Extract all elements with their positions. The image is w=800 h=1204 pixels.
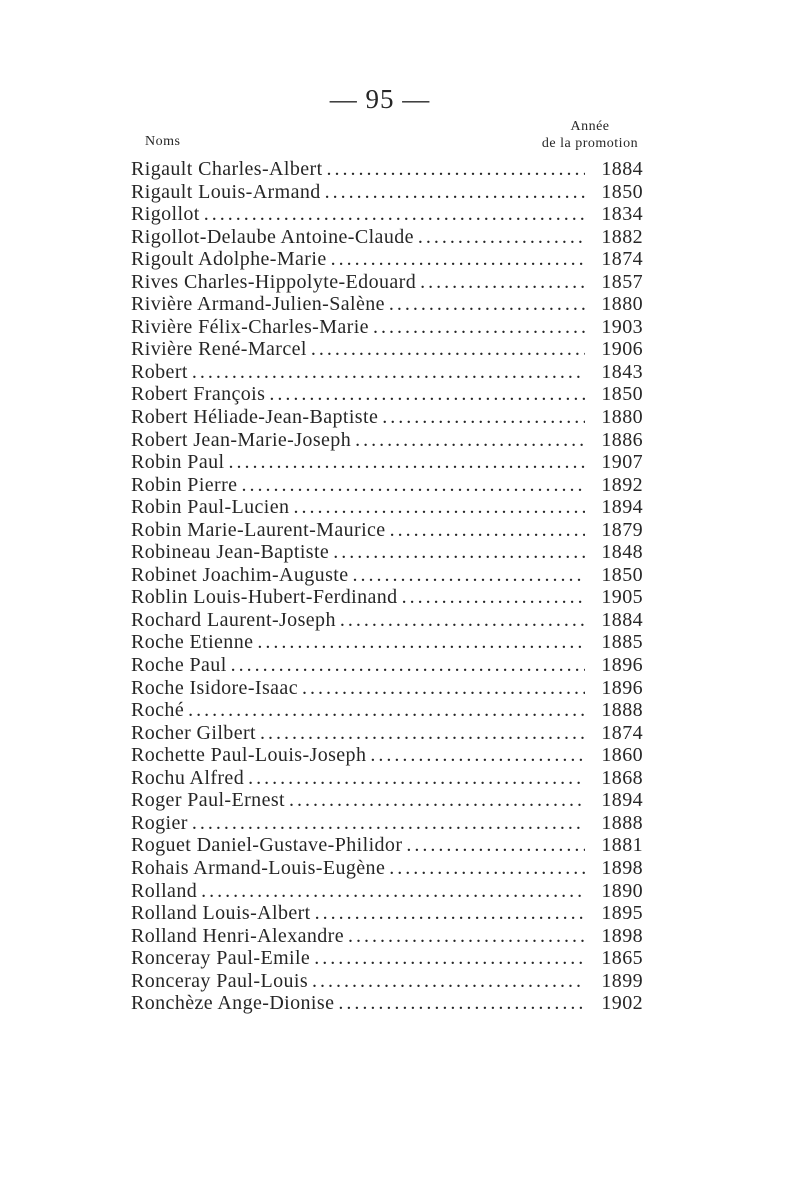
list-item: [131, 970, 643, 993]
list-item: [131, 361, 643, 384]
entry-year: 1884: [601, 608, 643, 631]
column-header-year-line1: Année: [570, 119, 610, 134]
dot-leader: [418, 226, 585, 249]
entry-year: 1843: [601, 360, 643, 383]
entry-year: 1888: [601, 699, 643, 722]
dot-leader: [373, 316, 585, 339]
entry-year: 1880: [601, 406, 643, 429]
entry-name: Robert Jean-Marie-Joseph: [131, 428, 352, 451]
entry-name: Robert: [131, 360, 188, 383]
dot-leader: [355, 429, 585, 452]
dot-leader: [231, 654, 585, 677]
dot-leader: [333, 541, 585, 564]
entry-name: Robin Paul-Lucien: [131, 496, 290, 519]
list-item: [131, 992, 643, 1015]
dot-leader: [389, 857, 585, 880]
dot-leader: [390, 519, 585, 542]
dot-leader: [338, 992, 585, 1015]
list-item: [131, 248, 643, 271]
entry-name: Rolland Louis-Albert: [131, 902, 311, 925]
dot-leader: [204, 203, 585, 226]
entry-year: 1896: [601, 676, 643, 699]
entry-name: Roger Paul-Ernest: [131, 789, 285, 812]
entry-year: 1907: [601, 451, 643, 474]
entry-name: Robert François: [131, 383, 266, 406]
entry-year: 1885: [601, 631, 643, 654]
entry-name: Robineau Jean-Baptiste: [131, 541, 330, 564]
page-number: — 95 —: [329, 84, 431, 114]
dot-leader: [327, 158, 585, 181]
entry-name: Rochard Laurent-Joseph: [131, 608, 336, 631]
entry-year: 1894: [601, 496, 643, 519]
dot-leader: [348, 925, 585, 948]
list-item: [131, 925, 643, 948]
entry-name: Rolland Henri-Alexandre: [131, 924, 345, 947]
entry-year: 1895: [601, 902, 643, 925]
entry-name: Roguet Daniel-Gustave-Philidor: [131, 834, 403, 857]
dot-leader: [201, 880, 585, 903]
list-item: [131, 406, 643, 429]
list-item: [131, 812, 643, 835]
list-item: [131, 158, 643, 181]
entry-name: Rigault Louis-Armand: [131, 180, 321, 203]
column-header-names: Noms: [145, 134, 181, 149]
entry-year: 1898: [601, 924, 643, 947]
list-item: [131, 226, 643, 249]
entry-name: Ronchèze Ange-Dionise: [131, 992, 335, 1015]
entry-year: 1905: [601, 586, 643, 609]
dot-leader: [312, 970, 585, 993]
list-item: [131, 654, 643, 677]
list-item: [131, 541, 643, 564]
entry-year: 1902: [601, 992, 643, 1015]
dot-leader: [269, 383, 585, 406]
list-item: [131, 857, 643, 880]
dot-leader: [370, 744, 585, 767]
dot-leader: [192, 361, 585, 384]
entry-year: 1874: [601, 721, 643, 744]
entry-name: Rigollot-Delaube Antoine-Claude: [131, 225, 414, 248]
entry-year: 1894: [601, 789, 643, 812]
entry-name: Robin Pierre: [131, 473, 238, 496]
entry-year: 1857: [601, 270, 643, 293]
entry-name: Ronceray Paul-Emile: [131, 947, 311, 970]
entry-name: Rigoult Adolphe-Marie: [131, 248, 327, 271]
list-item: [131, 564, 643, 587]
list-item: [131, 631, 643, 654]
entry-year: 1850: [601, 563, 643, 586]
entry-year: 1899: [601, 969, 643, 992]
entry-name: Robin Paul: [131, 451, 225, 474]
entry-year: 1850: [601, 383, 643, 406]
entry-year: 1892: [601, 473, 643, 496]
list-item: [131, 181, 643, 204]
entry-name: Robin Marie-Laurent-Maurice: [131, 518, 386, 541]
entry-year: 1834: [601, 203, 643, 226]
dot-leader: [315, 902, 585, 925]
list-item: [131, 316, 643, 339]
entry-year: 1906: [601, 338, 643, 361]
list-item: [131, 767, 643, 790]
dot-leader: [314, 947, 585, 970]
dot-leader: [241, 474, 585, 497]
entry-name: Roblin Louis-Hubert-Ferdinand: [131, 586, 398, 609]
entry-year: 1896: [601, 654, 643, 677]
entry-name: Rivière René-Marcel: [131, 338, 307, 361]
entry-year: 1879: [601, 518, 643, 541]
entry-year: 1882: [601, 225, 643, 248]
dot-leader: [420, 271, 585, 294]
entry-year: 1880: [601, 293, 643, 316]
entry-name: Roche Paul: [131, 654, 227, 677]
list-item: [131, 203, 643, 226]
list-item: [131, 609, 643, 632]
entry-year: 1848: [601, 541, 643, 564]
dot-leader: [406, 834, 585, 857]
list-item: [131, 451, 643, 474]
list-item: [131, 880, 643, 903]
dot-leader: [257, 631, 585, 654]
entry-name: Ronceray Paul-Louis: [131, 969, 309, 992]
dot-leader: [325, 181, 585, 204]
entry-name: Rogier: [131, 811, 188, 834]
entry-name: Rohais Armand-Louis-Eugène: [131, 856, 386, 879]
entry-name: Roché: [131, 699, 185, 722]
entry-name: Roche Isidore-Isaac: [131, 676, 298, 699]
entry-year: 1886: [601, 428, 643, 451]
entry-year: 1850: [601, 180, 643, 203]
entry-year: 1890: [601, 879, 643, 902]
dot-leader: [188, 699, 585, 722]
column-header-year-line2: de la promotion: [541, 136, 639, 151]
entry-name: Rives Charles-Hippolyte-Edouard: [131, 270, 417, 293]
entry-name: Rolland: [131, 879, 198, 902]
list-item: [131, 383, 643, 406]
entry-year: 1874: [601, 248, 643, 271]
entry-year: 1884: [601, 158, 643, 180]
dot-leader: [260, 722, 585, 745]
entry-name: Rigollot: [131, 203, 200, 226]
dot-leader: [302, 677, 585, 700]
dot-leader: [192, 812, 585, 835]
list-item: [131, 902, 643, 925]
dot-leader: [289, 789, 585, 812]
entry-year: 1898: [601, 856, 643, 879]
list-item: [131, 519, 643, 542]
entry-name: Rochu Alfred: [131, 766, 245, 789]
list-item: [131, 338, 643, 361]
dot-leader: [382, 406, 585, 429]
dot-leader: [248, 767, 585, 790]
entry-name: Rivière Félix-Charles-Marie: [131, 315, 369, 338]
list-item: [131, 834, 643, 857]
list-item: [131, 496, 643, 519]
entry-year: 1860: [601, 744, 643, 767]
list-item: [131, 271, 643, 294]
column-header-year: [520, 118, 660, 152]
dot-leader: [311, 338, 585, 361]
list-item: [131, 789, 643, 812]
entry-name: Robinet Joachim-Auguste: [131, 563, 349, 586]
entry-name: Roche Etienne: [131, 631, 254, 654]
promotion-list: [131, 158, 643, 1015]
list-item: [131, 722, 643, 745]
list-item: [131, 947, 643, 970]
entry-year: 1865: [601, 947, 643, 970]
entry-name: Robert Héliade-Jean-Baptiste: [131, 406, 379, 429]
entry-name: Rivière Armand-Julien-Salène: [131, 293, 385, 316]
entry-year: 1903: [601, 315, 643, 338]
dot-leader: [389, 293, 585, 316]
list-item: [131, 586, 643, 609]
entry-year: 1881: [601, 834, 643, 857]
entry-name: Rigault Charles-Albert: [131, 158, 323, 180]
entry-year: 1888: [601, 811, 643, 834]
dot-leader: [293, 496, 585, 519]
entry-name: Rochette Paul-Louis-Joseph: [131, 744, 367, 767]
list-item: [131, 677, 643, 700]
dot-leader: [331, 248, 585, 271]
list-item: [131, 429, 643, 452]
list-item: [131, 699, 643, 722]
dot-leader: [340, 609, 585, 632]
dot-leader: [353, 564, 585, 587]
list-item: [131, 744, 643, 767]
dot-leader: [228, 451, 585, 474]
entry-name: Rocher Gilbert: [131, 721, 257, 744]
entry-year: 1868: [601, 766, 643, 789]
dot-leader: [402, 586, 585, 609]
list-item: [131, 474, 643, 497]
list-item: [131, 293, 643, 316]
